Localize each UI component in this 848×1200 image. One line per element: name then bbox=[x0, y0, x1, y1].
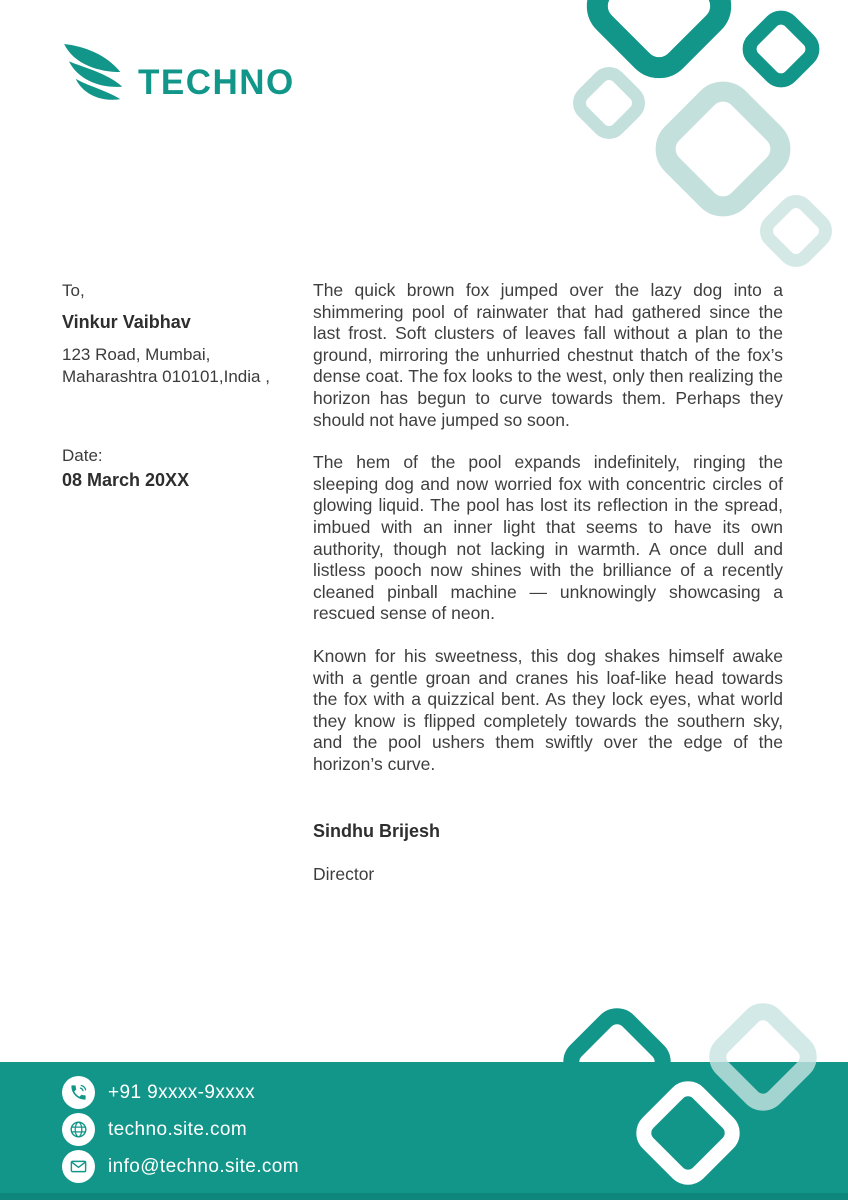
signature-title: Director bbox=[313, 864, 375, 885]
brand-name: TECHNO bbox=[138, 63, 295, 102]
globe-icon bbox=[62, 1113, 95, 1146]
recipient-block bbox=[62, 280, 297, 491]
recipient-name: Vinkur Vaibhav bbox=[62, 312, 191, 332]
phone-contact[interactable] bbox=[62, 1076, 299, 1109]
salutation: To, bbox=[62, 281, 85, 300]
brand-logo bbox=[62, 42, 295, 104]
paragraph-3: Known for his sweetness, this dog shakes himself awake with a gentle groan and cranes his loaf-like head towards the fox with a quizzical bent. As they lock eyes, what world they know is flipped completely towards the southern sky, and the pool ushers them swiftly over the edge of the horizon’s curve. bbox=[313, 645, 783, 774]
phone-number[interactable]: +91 9xxxx-9xxxx bbox=[108, 1081, 255, 1103]
signature-name: Sindhu Brijesh bbox=[313, 821, 441, 842]
email-contact[interactable] bbox=[62, 1150, 299, 1183]
letter-body bbox=[313, 280, 783, 907]
decor-diamond-dark-small bbox=[734, 2, 827, 95]
email-icon bbox=[62, 1150, 95, 1183]
paragraph-2: The hem of the pool expands indefinitely, ringing the sleeping dog and now worried fox with concentric circles of glowing liquid. The pool has lost its reflection in the spread, imbued with an inner light that seems to have its own authority, though not lacking in warmth. A once dull and listless pooch now shines with the brilliance of a recently cleaned pinball machine — unknowingly showcasing a rescued sense of neon. bbox=[313, 452, 783, 624]
footer-contact-list bbox=[62, 1076, 299, 1183]
phone-icon bbox=[62, 1076, 95, 1109]
paragraph-1: The quick brown fox jumped over the lazy dog into a shimmering pool of rainwater that had gathered since the last frost. Soft clusters of leaves fall without a plan to the ground, mirroring the unhurried chestnut thatch of the fox’s dense coat. The fox looks to the west, only then realizing the horizon has begun to curve towards them. Perhaps they should not have jumped so soon. bbox=[313, 280, 783, 430]
signature-block bbox=[313, 821, 783, 885]
address-line-1: 123 Road, Mumbai, bbox=[62, 345, 211, 364]
website-url[interactable]: techno.site.com bbox=[108, 1118, 248, 1140]
address-line-2: Maharashtra 010101,India , bbox=[62, 367, 270, 386]
date-value: 08 March 20XX bbox=[62, 470, 190, 490]
decor-diamond-light-small bbox=[752, 187, 840, 275]
wing-icon bbox=[62, 42, 136, 104]
website-contact[interactable] bbox=[62, 1113, 299, 1146]
email-address[interactable]: info@techno.site.com bbox=[108, 1155, 299, 1177]
date-label: Date: bbox=[62, 446, 103, 465]
